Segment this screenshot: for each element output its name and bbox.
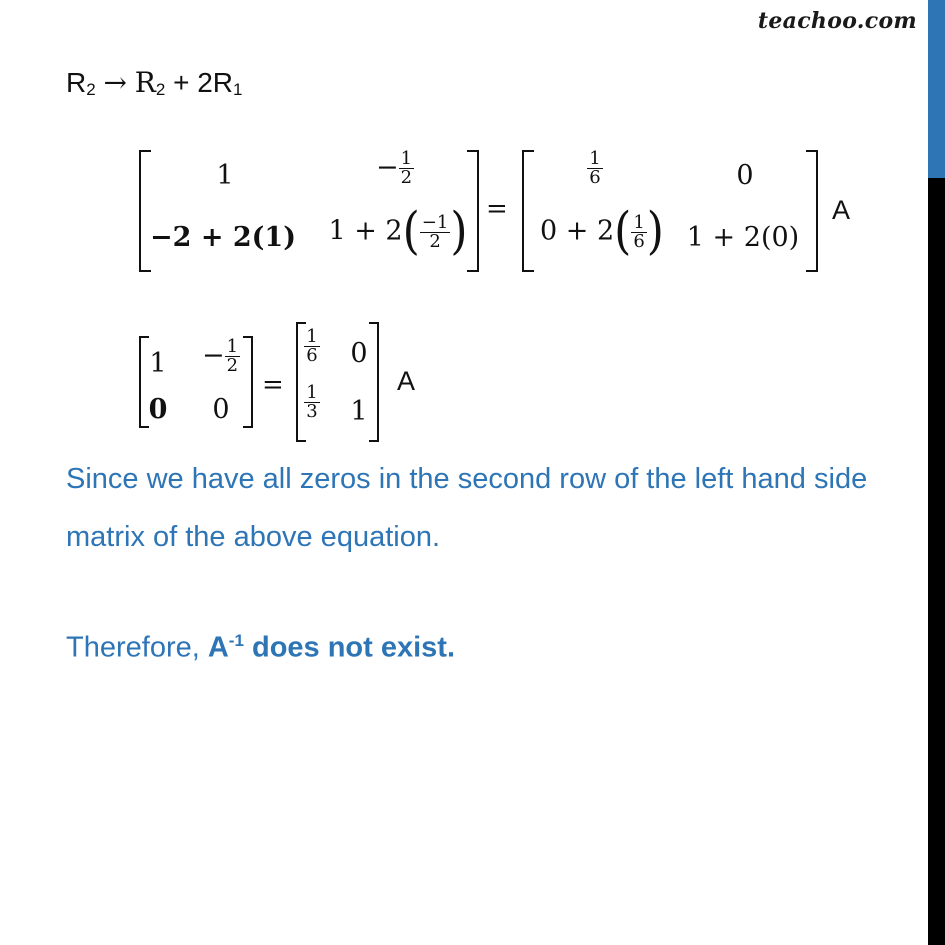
lhs1-r1c2-den: 2	[400, 167, 413, 188]
lhs1-r1c1: 1	[216, 160, 234, 191]
scrollbar[interactable]	[928, 0, 945, 945]
op-lhs-sub: 2	[86, 80, 96, 99]
lhs2-r1c1: 1	[149, 348, 167, 379]
lhs2-r1c2-num: 1	[226, 336, 239, 357]
scrollbar-thumb[interactable]	[928, 0, 945, 178]
rhs2-r1c2: 0	[350, 338, 368, 369]
rhs1-r1c1-num: 1	[589, 148, 601, 169]
lhs1-bracket-left	[139, 150, 151, 272]
lhs1-r2c2-pre: 1 + 2	[328, 215, 403, 247]
matrix-A-2: A	[397, 366, 416, 396]
lhs1-r1c2	[355, 150, 435, 187]
rhs1-bracket-right	[806, 150, 818, 272]
rhs2-r2c1-num: 1	[306, 382, 318, 403]
rhs1-r1c2: 0	[736, 160, 754, 191]
rhs1-r2c1: 0 + 2( $\frac{1}{6}$ )	[540, 202, 664, 261]
op-lhs: R	[66, 67, 87, 98]
matrix-A-1: A	[832, 195, 851, 225]
lhs2-r1c2-sign: −	[201, 340, 225, 371]
rhs1-r1c1	[570, 150, 620, 187]
lhs1-bracket-right	[467, 150, 479, 272]
conclusion-exponent: -1	[228, 631, 244, 650]
lhs1-r1c2-num: 1	[400, 148, 413, 169]
rhs2-r2c1-den: 3	[306, 401, 318, 422]
rhs2-r1c1-num: 1	[306, 326, 318, 347]
op-rhs: R	[134, 66, 156, 99]
op-last-sub: 1	[233, 80, 243, 99]
lhs2-r2c2: 0	[212, 394, 230, 425]
lhs1-r2c2-den: 2	[429, 230, 441, 252]
lhs1-r2c2: 1 + 2( $\frac{-1}{2}$ )	[328, 202, 468, 261]
rhs1-r2c2: 1 + 2(0)	[686, 222, 800, 253]
equals-2: =	[262, 370, 284, 400]
rhs1-r1c1-den: 6	[589, 167, 601, 188]
conclusion-suffix: does not exist.	[243, 631, 456, 664]
conclusion-prefix: Therefore,	[66, 631, 208, 664]
conclusion-A: A	[207, 631, 229, 664]
rhs2-r1c1	[301, 328, 323, 365]
rhs2-r1c1-den: 6	[306, 345, 318, 366]
op-arrow: →	[103, 66, 127, 99]
rhs1-r2c1-pre: 0 + 2	[540, 215, 615, 247]
lhs2-r2c1: 0	[148, 394, 168, 425]
lhs1-r2c2-num: −1	[421, 211, 449, 233]
brand-logo: teachoo.com	[757, 8, 917, 34]
conclusion	[66, 631, 455, 665]
lhs2-r1c2-den: 2	[226, 355, 239, 376]
rhs1-r2c1-num: 1	[633, 211, 645, 233]
row-operation	[66, 66, 242, 99]
rhs2-r2c2: 1	[350, 396, 368, 427]
equals-1: =	[486, 194, 508, 224]
rhs1-r2c1-den: 6	[633, 230, 645, 252]
explanation-line-1: Since we have all zeros in the second row of the left hand side	[66, 463, 868, 495]
lhs2-r1c2	[196, 338, 246, 375]
rhs2-r2c1	[301, 384, 323, 421]
lhs1-r1c2-sign: −	[375, 152, 399, 183]
explanation-line-2: matrix of the above equation.	[66, 521, 441, 553]
lhs1-r2c1: −2 + 2(1)	[150, 222, 296, 253]
op-plus: + 2R	[165, 67, 233, 98]
op-rhs-sub: 2	[155, 80, 166, 99]
